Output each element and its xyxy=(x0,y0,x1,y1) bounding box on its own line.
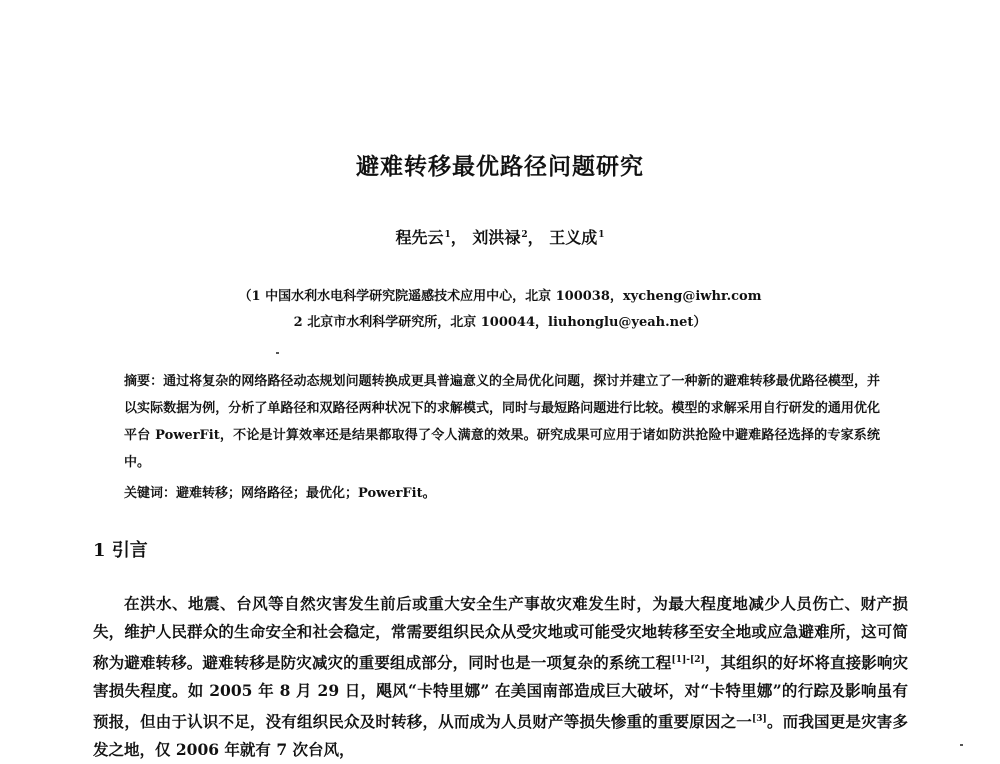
scan-speck xyxy=(276,352,279,354)
citation-ref[interactable]: [3] xyxy=(751,714,767,725)
affiliation-1: （1 中国水利水电科学研究院遥感技术应用中心，北京 100038，xycheng@iwhr.com xyxy=(238,289,762,304)
keywords-label: 关键词： xyxy=(124,486,177,501)
author-name: 程先云 xyxy=(395,228,444,247)
author-list xyxy=(0,225,1000,248)
paragraph xyxy=(93,590,908,764)
affiliation-2: 2 北京市水利科学研究所，北京 100044，liuhonglu@yeah.net） xyxy=(293,315,707,330)
section-title: 引言 xyxy=(111,540,148,561)
author-affiliation-mark: 1 xyxy=(444,229,451,240)
section-heading xyxy=(93,536,148,562)
scan-speck xyxy=(960,744,963,746)
author-affiliation-mark: 1 xyxy=(598,229,605,240)
paragraph-text: 。而我国更是灾害多发之地，仅 2006 年就有 7 次台风， xyxy=(93,712,908,760)
abstract-label: 摘要： xyxy=(124,374,164,389)
author-separator: ， xyxy=(450,228,467,247)
paragraph-text: ，其组织的好坏将直接影响灾害损失程度。如 2005 年 8 月 29 日，飓风“卡特里娜” 在美国南部造成巨大破坏，对“卡特里娜”的行踪及影响虽有预报，但由于认识不足，没有组织民众及时转移，从而成为人员财产等损失惨重的重要原因之一 xyxy=(93,653,908,732)
body-text xyxy=(93,590,908,764)
abstract xyxy=(124,368,880,476)
paragraph-text: 在洪水、地震、台风等自然灾害发生前后或重大安全生产事故灾难发生时，为最大程度地减少人员伤亡、财产损失，维护人民群众的生命安全和社会稳定，常需要组织民众从受灾地或可能受灾地转移至安全地或应急避难所，这可简称为避难转移。避难转移是防灾减灾的重要组成部分，同时也是一项复杂的系统工程 xyxy=(93,594,908,673)
author-separator: ， xyxy=(527,228,544,247)
keywords-text: 避难转移；网络路径；最优化；PowerFit。 xyxy=(176,486,436,501)
author-name: 王义成 xyxy=(549,228,598,247)
citation-ref[interactable]: [1]-[2] xyxy=(671,655,705,665)
paper-title: 避难转移最优路径问题研究 xyxy=(356,153,644,180)
abstract-text: 通过将复杂的网络路径动态规划问题转换成更具普遍意义的全局优化问题，探讨并建立了一种新的避难转移最优路径模型，并以实际数据为例，分析了单路径和双路径两种状况下的求解模式，同时与最短路问题进行比较。模型的求解采用自行研发的通用优化平台 PowerFit，不论是计算效率还是结果都取得了令人满意的效果。研究成果可应用于诸如防洪抢险中避难路径选择的专家系统中。 xyxy=(124,374,880,470)
section-number: 1 xyxy=(93,540,106,561)
author-name: 刘洪禄 xyxy=(472,228,521,247)
keywords xyxy=(124,482,880,501)
author-affiliation-mark: 2 xyxy=(521,229,528,240)
